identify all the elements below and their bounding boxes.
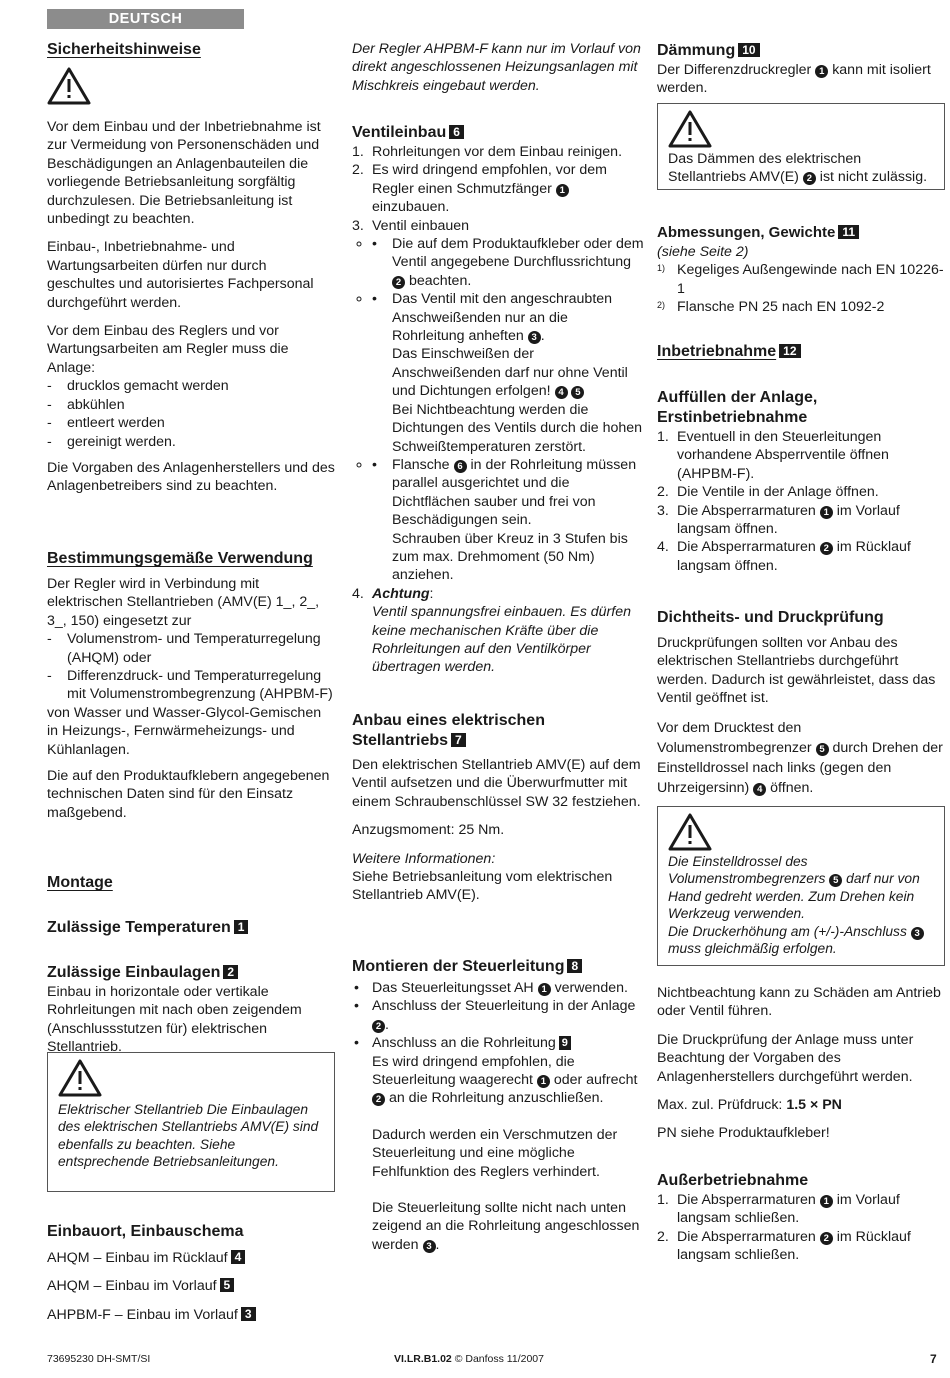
figure-ref-badge: 8 [567, 959, 582, 973]
footnote-item: 2) Flansche PN 25 nach EN 1092-2 [657, 299, 885, 316]
callout-1-icon: 1 [556, 184, 569, 197]
safety-paragraph-4: Die Vorgaben des Anlagenherstellers und des Anlagenbetreibers sind zu beachten. [47, 459, 335, 495]
heading-insulation [657, 41, 945, 61]
pressure-max-value: 1.5 × PN [786, 1097, 842, 1114]
location-item-label: AHPBM-F – Einbau im Vorlauf [47, 1306, 238, 1323]
control-line-list [352, 979, 644, 1254]
step-text: Die Absperrarmaturen [677, 539, 816, 556]
list-item: - entleert werden [47, 414, 335, 432]
callout-4-icon: 4 [555, 386, 568, 399]
list-item: - Volumenstrom- und Temperaturregelung (AHQM) oder [47, 630, 335, 667]
callout-3-icon: 3 [423, 1240, 436, 1253]
callout-3-icon: 3 [528, 331, 541, 344]
step-text: im Vorlauf langsam schließen. [677, 1192, 900, 1227]
section-fill [657, 388, 945, 575]
heading-actuator-line2: Stellantriebs [352, 732, 449, 749]
callout-6-icon: 6 [454, 460, 467, 473]
list-item: 2. Es wird dringend empfohlen, vor dem Regler einen Schmutzfänger 1 einzubauen. [352, 162, 608, 216]
step-text: Rohrleitungen vor dem Einbau reinigen. [372, 144, 623, 160]
section-valve [352, 123, 644, 677]
heading-usage: Bestimmungsgemäße Verwendung [47, 550, 313, 567]
figure-ref-badge: 9 [559, 1036, 571, 1050]
callout-1-icon: 1 [820, 506, 833, 519]
section-montage [47, 873, 335, 893]
callout-5-icon: 5 [829, 874, 842, 887]
footnote-text: Flansche PN 25 nach EN 1092-2 [677, 299, 885, 316]
step-text: Das Ventil mit den angeschraubten Anschweißenden nur an die Rohrleitung anheften [392, 291, 613, 345]
list-item: 2. Die Ventile in der Anlage öffnen. [657, 484, 879, 501]
usage-paragraph-2: von Wasser und Wasser-Glycol-Gemischen in Heizungs-, Fernwärmeheizungs- und Kühlanlagen. [47, 704, 322, 758]
safety-list [47, 377, 335, 451]
figure-ref-badge: 4 [231, 1250, 246, 1264]
valve-steps [352, 143, 644, 677]
callout-1-icon: 1 [537, 1075, 550, 1088]
shutdown-steps [657, 1191, 945, 1265]
step-text: Anschluss an die Rohrleitung [372, 1035, 556, 1052]
pressure-paragraph-6: PN siehe Produktaufkleber! [657, 1125, 830, 1142]
actuator-paragraph-3: Weitere Informationen: [352, 850, 496, 867]
section-control-line [352, 957, 644, 1254]
warning-text [668, 853, 934, 957]
location-item [47, 1249, 335, 1267]
safety-paragraph-1: Vor dem Einbau und der Inbetriebnahme ist zur Vermeidung von Personenschäden und Beschädigungen an Anlagenbauteilen die vorliegende Betriebsanleitung sorgfältig durchzulesen. Die Betriebsanleitung ist unbedingt zu beachten. [47, 119, 321, 228]
pressure-paragraph-4: Die Druckprüfung der Anlage muss unter Beachtung der Vorgaben des Anlagenherstellers durchgeführt werden. [657, 1031, 914, 1085]
callout-2-icon: 2 [803, 172, 816, 185]
step-text: Die auf dem Produktaufkleber oder dem Ventil angegebene Durchflussrichtung [392, 236, 644, 271]
footer-page-number: 7 [930, 1352, 937, 1366]
step-text: an die Rohrleitung anzuschließen. [388, 1090, 604, 1107]
warning-icon [58, 1059, 102, 1097]
callout-2-icon: 2 [372, 1020, 385, 1033]
callout-1-icon: 1 [820, 1195, 833, 1208]
safety-paragraph-3: Vor dem Einbau des Reglers und vor Wartungsarbeiten am Regler muss die Anlage: [47, 323, 289, 376]
step-text: im Rücklauf langsam öffnen. [677, 539, 911, 574]
section-dimensions [657, 223, 945, 317]
section-insulation [657, 41, 945, 98]
step-text: Schrauben über Kreuz in 3 Stufen bis zum max. Drehmoment (50 Nm) anziehen. [392, 530, 628, 584]
list-item: 1. Die Absperrarmaturen 1 im Vorlauf langsam schließen. [657, 1192, 900, 1227]
warning-box-insulation [657, 103, 945, 190]
heading-commissioning [657, 342, 945, 362]
fill-steps [657, 428, 945, 575]
list-item: - drucklos gemacht werden [47, 377, 335, 395]
section-location [47, 1222, 335, 1324]
pressure-paragraph-1: Druckprüfungen sollten vor Anbau des elektrischen Stellantriebs durchgeführt werden. Dadurch ist gewährleistet, dass das Ventil geöffnet ist. [657, 635, 936, 707]
step-text: Die Absperrarmaturen [677, 1192, 816, 1208]
insulation-text: Der Differenzdruckregler [657, 62, 812, 78]
footnote-list [657, 261, 945, 316]
heading-safety: Sicherheitshinweise [47, 41, 201, 58]
step-text: Flansche [392, 456, 450, 473]
warning-icon [668, 110, 712, 148]
list-item [352, 979, 644, 997]
footnote-text: Kegeliges Außengewinde nach EN 10226-1 [677, 262, 944, 297]
section-pressure-test [657, 608, 945, 798]
warning-text-part: ist nicht zulässig. [819, 169, 928, 186]
section-shutdown [657, 1171, 945, 1265]
pressure-notes [657, 984, 945, 1143]
footer-copyright: © Danfoss 11/2007 [454, 1353, 544, 1365]
step-text: Das Einschweißen der Anschweißenden darf nur ohne Ventil und Dichtungen erfolgen! [392, 346, 628, 400]
step-text: beachten. [408, 272, 472, 289]
pressure-text: durch Drehen der Einstelldrossel nach links (gegen den Uhrzeigersinn) [657, 739, 943, 796]
language-tab: DEUTSCH [47, 9, 244, 29]
valve-sublist [372, 235, 644, 585]
location-item [47, 1306, 335, 1324]
warning-icon [668, 813, 712, 851]
list-item: • ◦ Das Ventil mit den angeschraubten Anschweißenden nur an die Rohrleitung anheften 3 . Das Einschweißen der Anschweißenden darf nur ohne Ventil und Dichtungen erfolgen! 4 5 Bei Nichtbeachtung werden die Dichtungen des Ventils durch die hohen Schweißtemperaturen zerstört. [372, 290, 644, 456]
actuator-paragraph-4: Siehe Betriebsanleitung vom elektrischen Stellantrieb AMV(E). [352, 869, 613, 904]
callout-2-icon: 2 [372, 1093, 385, 1106]
warning-text [668, 150, 934, 187]
footer-reference-code: VI.LR.B1.02 [394, 1353, 452, 1365]
location-item-label: AHQM – Einbau im Vorlauf [47, 1278, 217, 1295]
warning-box-actuator [47, 1052, 335, 1192]
positions-text: Einbau in horizontale oder vertikale Rohrleitungen mit nach oben zeigendem (Anschlussstutzen für) elektrischen Stellantrieb. [47, 984, 302, 1056]
figure-ref-badge: 10 [738, 43, 759, 57]
step-text: Das Steuerleitungsset AH [372, 980, 534, 996]
step-text: Anschluss der Steuerleitung in der Anlage [372, 998, 636, 1015]
callout-5-icon: 5 [571, 386, 584, 399]
callout-2-icon: 2 [820, 542, 833, 555]
actuator-paragraph-1: Den elektrischen Stellantrieb AMV(E) auf dem Ventil aufsetzen und die Überwurfmutter mit einem Schraubenschlüssel SW 32 festziehen. [352, 757, 641, 810]
figure-ref-badge: 11 [838, 225, 859, 239]
attention-label: Achtung [372, 585, 430, 602]
usage-paragraph-3: Die auf den Produktaufklebern angegebenen technischen Daten sind für den Einsatz maßgebend. [47, 768, 330, 821]
step-text: Die Absperrarmaturen [677, 502, 816, 519]
figure-ref-badge: 2 [223, 965, 238, 979]
heading-actuator [352, 711, 644, 751]
heading-temperature-text: Zulässige Temperaturen [47, 919, 231, 936]
step-text: Ventil einbauen [372, 217, 470, 234]
step-text: Es wird dringend empfohlen, die Steuerleitung waagerecht [372, 1053, 575, 1089]
list-item: 2. Die Absperrarmaturen 2 im Rücklauf langsam schließen. [657, 1228, 911, 1264]
step-text: Eventuell in den Steuerleitungen vorhandene Absperrventile öffnen (AHPBM-F). [677, 429, 889, 482]
step-text: Dadurch werden ein Verschmutzen der Steuerleitung und eine mögliche Fehlfunktion des Reglers verhindert. [372, 1126, 618, 1180]
callout-5-icon: 5 [816, 743, 829, 756]
step-text: verwenden. [554, 980, 628, 996]
heading-temperature [47, 918, 335, 938]
heading-dimensions [657, 223, 945, 243]
heading-positions [47, 963, 335, 983]
footer-reference [394, 1352, 544, 1366]
heading-positions-text: Zulässige Einbaulagen [47, 964, 221, 981]
warning-text-part: darf nur von Hand gedreht werden. Zum Drehen kein Werkzeug verwenden. [668, 871, 920, 922]
figure-ref-badge: 5 [220, 1278, 235, 1292]
list-item: 4. Achtung: Ventil spannungsfrei einbauen. Es dürfen keine mechanischen Kräfte über die Rohrleitungen auf den Ventilkörper übertragen werden. [352, 585, 631, 676]
heading-fill-line1: Auffüllen der Anlage, [657, 389, 818, 406]
step-text: im Rücklauf langsam schließen. [677, 1228, 911, 1264]
step-text: Ventil spannungsfrei einbauen. Es dürfen keine mechanischen Kräfte über die Rohrleitungen auf den Ventilkörper übertragen werden. [372, 604, 631, 676]
section-positions [47, 963, 335, 1057]
callout-2-icon: 2 [820, 1232, 833, 1245]
callout-1-icon: 1 [815, 65, 828, 78]
safety-paragraph-2: Einbau-, Inbetriebnahme- und Wartungsarbeiten dürfen nur durch geschultes und autorisiertes Fachpersonal durchgeführt werden. [47, 239, 314, 311]
usage-list [47, 630, 335, 704]
heading-valve [352, 123, 644, 143]
callout-3-icon: 3 [911, 927, 924, 940]
figure-ref-badge: 7 [451, 733, 466, 747]
figure-ref-badge: 6 [449, 125, 464, 139]
section-intro [352, 40, 644, 95]
section-safety [47, 40, 335, 105]
step-text: Die Absperrarmaturen [677, 1228, 816, 1245]
figure-ref-badge: 12 [779, 344, 800, 358]
step-text: im Vorlauf langsam öffnen. [677, 502, 900, 538]
step-text: Die Ventile in der Anlage öffnen. [677, 484, 879, 501]
dimensions-subnote: (siehe Seite 2) [657, 244, 749, 260]
location-item [47, 1277, 335, 1295]
step-text: oder aufrecht [553, 1072, 638, 1089]
callout-1-icon: 1 [538, 983, 551, 996]
pressure-paragraph-3: Nichtbeachtung kann zu Schäden am Antrieb oder Ventil führen. [657, 985, 941, 1020]
warning-text-part: Die Einstelldrossel des Volumenstrombegrenzers [668, 854, 826, 887]
list-item: 1. Rohrleitungen vor dem Einbau reinigen. [352, 144, 623, 160]
section-temperature [47, 918, 335, 938]
figure-ref-badge: 3 [241, 1307, 256, 1321]
heading-control-line [352, 957, 644, 977]
heading-dimensions-text: Abmessungen, Gewichte [657, 224, 836, 241]
list-item: 1. Eventuell in den Steuerleitungen vorhandene Absperrventile öffnen (AHPBM-F). [657, 429, 889, 482]
list-item: 3. Die Absperrarmaturen 1 im Vorlauf langsam öffnen. [657, 502, 900, 538]
warning-text-part: muss gleichmäßig erfolgen. [668, 941, 837, 957]
heading-actuator-line1: Anbau eines elektrischen [352, 712, 545, 729]
warning-box-throttle [657, 806, 945, 966]
footer-doc-number: 73695230 DH-SMT/SI [47, 1353, 151, 1365]
heading-montage: Montage [47, 874, 113, 891]
figure-ref-badge: 1 [234, 920, 249, 934]
pressure-paragraph-2 [657, 718, 945, 798]
list-item: 4. Die Absperrarmaturen 2 im Rücklauf langsam öffnen. [657, 539, 911, 574]
list-item: - Differenzdruck- und Temperaturregelung mit Volumenstrombegrenzung (AHPBM-F) [47, 667, 335, 704]
list-item: 3. Ventil einbauen • ◦ Die auf dem Produktaufkleber oder dem Ventil angegebene Durchflussrichtung 2 beachten. • ◦ Das Ventil mit den angeschraubten Anschweißenden nur an die Rohrleitung anheften 3 . Das Einschweißen der Anschweißenden darf nur ohne Ventil und Dichtungen erfolgen! 4 5 Bei Nichtbeachtung werden die Dichtungen des Ventils durch die hohen Schweißtemperaturen zerstört. • ◦ Flansche 6 in der Rohrleitung müssen parallel ausgerichtet und die Dichtflächen sauber und frei von Beschädigungen sein. Schrauben über Kreuz in 3 Stufen bis zum max. Drehmoment (50 Nm) anziehen. [352, 217, 644, 585]
section-commissioning [657, 342, 945, 362]
step-text: Es wird dringend empfohlen, vor dem Regler einen Schmutzfänger [372, 162, 608, 197]
warning-text-part: Das Dämmen des elektrischen Stellantriebs AMV(E) [668, 151, 862, 186]
warning-icon [47, 67, 91, 105]
list-item [372, 235, 644, 290]
section-usage [47, 549, 335, 822]
pressure-max [657, 1096, 945, 1114]
heading-pressure-test: Dichtheits- und Druckprüfung [657, 609, 884, 626]
list-item: • Anschluss an die Rohrleitung 9 Es wird dringend empfohlen, die Steuerleitung waagerecht 1 oder aufrecht 2 an die Rohrleitung anzuschließen. Dadurch werden ein Verschmutzen der Steuerleitung und eine mögliche Fehlfunktion des Reglers verhindert. Die Steuerleitung sollte nicht nach unten zeigend an die Rohrleitung angeschlossen werden 3 . [352, 1034, 644, 1254]
heading-location: Einbauort, Einbauschema [47, 1223, 244, 1240]
location-item-label: AHQM – Einbau im Rücklauf [47, 1250, 228, 1266]
step-text: Die Steuerleitung sollte nicht nach unten zeigend an die Rohrleitung angeschlossen werden [372, 1200, 640, 1253]
usage-paragraph-1: Der Regler wird in Verbindung mit elektrischen Stellantrieben (AMV(E) 1_, 2_, 3_, 150) eingesetzt zur [47, 576, 320, 629]
section-actuator [352, 711, 644, 905]
heading-commissioning-text: Inbetriebnahme [657, 343, 777, 360]
step-text: in der Rohrleitung müssen parallel ausgerichtet und die Dichtflächen sauber und frei von Beschädigungen sein. [392, 456, 637, 529]
heading-valve-text: Ventileinbau [352, 124, 447, 141]
heading-shutdown: Außerbetriebnahme [657, 1172, 809, 1189]
actuator-paragraph-2: Anzugsmoment: 25 Nm. [352, 822, 505, 839]
step-text: einzubauen. [372, 199, 450, 216]
pressure-max-label: Max. zul. Prüfdruck: [657, 1097, 783, 1114]
insulation-paragraph [657, 61, 945, 98]
warning-text-part: Die Druckerhöhung am (+/-)-Anschluss [668, 923, 907, 939]
warning-text: Elektrischer Stellantrieb Die Einbaulagen des elektrischen Stellantriebs AMV(E) sind ebenfalls zu beachten. Siehe entsprechende Betriebsanleitungen. [58, 1102, 319, 1170]
heading-fill-line2: Erstinbetriebnahme [657, 409, 808, 426]
callout-4-icon: 4 [753, 783, 766, 796]
insulation-text: kann mit isoliert werden. [657, 62, 931, 97]
pressure-text: öffnen. [770, 779, 814, 796]
heading-insulation-text: Dämmung [657, 42, 736, 59]
pressure-text: Vor dem Drucktest den Volumenstrombegrenzer [657, 719, 812, 756]
safety-body [47, 118, 335, 496]
heading-fill [657, 388, 945, 428]
heading-control-line-text: Montieren der Steuerleitung [352, 958, 565, 975]
intro-text: Der Regler AHPBM-F kann nur im Vorlauf von direkt angeschlossenen Heizungsanlagen mit Mischkreis eingebaut werden. [352, 41, 641, 94]
list-item [372, 456, 644, 585]
list-item: • Anschluss der Steuerleitung in der Anlage 2 . [352, 997, 644, 1034]
step-text: Bei Nichtbeachtung werden die Dichtungen des Ventils durch die hohen Schweißtemperaturen zerstört. [392, 401, 643, 455]
footnote-item: 1) Kegeliges Außengewinde nach EN 10226-1 [657, 262, 944, 297]
callout-2-icon: 2 [392, 276, 405, 289]
list-item: - abkühlen [47, 396, 335, 414]
list-item: - gereinigt werden. [47, 433, 335, 451]
